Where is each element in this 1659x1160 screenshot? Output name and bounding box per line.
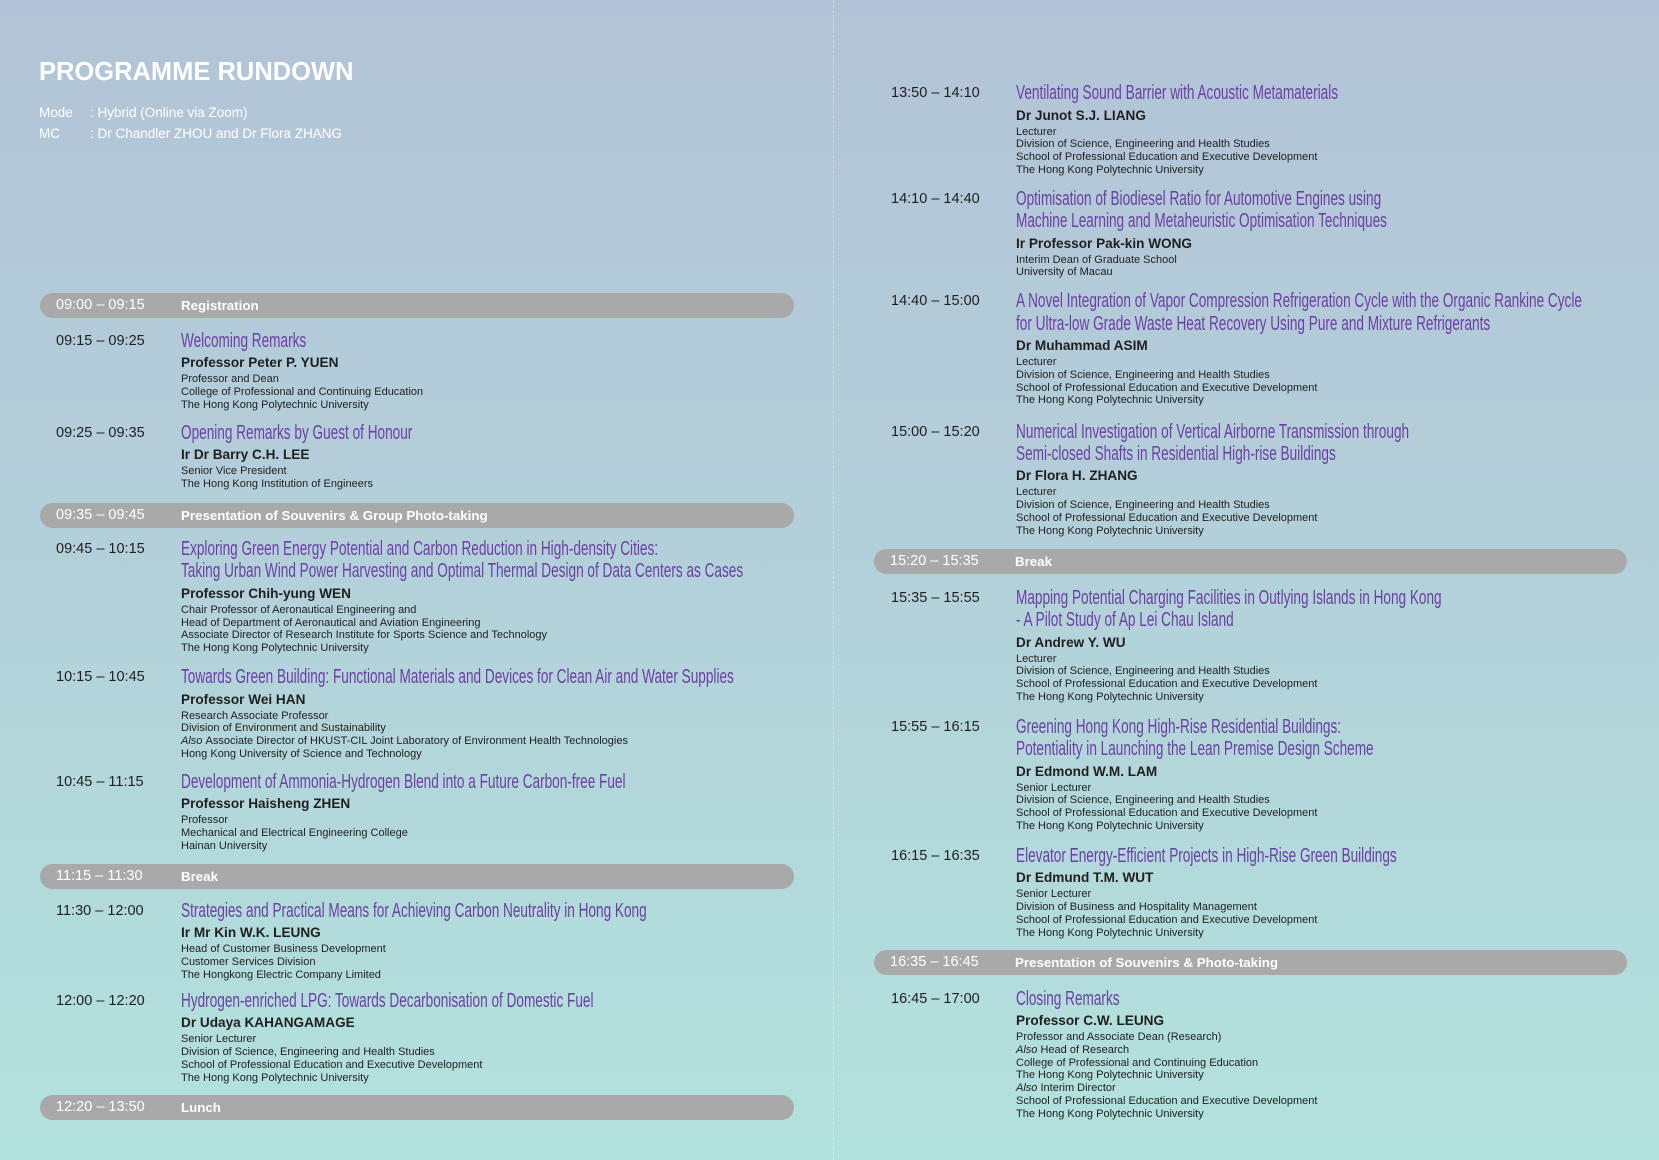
session-body xyxy=(1016,421,1651,538)
session-title-line: Exploring Green Energy Potential and Carbon Reduction in High-density Cities: xyxy=(181,538,659,560)
affiliation-line: The Hong Kong Polytechnic University xyxy=(1016,1107,1204,1120)
speaker-affiliation xyxy=(1016,888,1651,939)
affiliation-line: School of Professional Education and Executive Development xyxy=(1016,913,1318,926)
affiliation-line: The Hong Kong Polytechnic University xyxy=(1016,926,1204,939)
affiliation-line: Hong Kong University of Science and Technology xyxy=(181,747,422,760)
speaker-affiliation xyxy=(181,465,826,490)
session-title xyxy=(1016,188,1651,232)
affiliation-line: The Hong Kong Polytechnic University xyxy=(1016,1069,1204,1082)
session-title xyxy=(181,771,826,793)
speaker-name: Ir Dr Barry C.H. LEE xyxy=(181,447,310,463)
affiliation-line: Division of Science, Engineering and Health Studies xyxy=(1016,138,1270,151)
session-title xyxy=(1016,421,1651,465)
speaker-affiliation xyxy=(1016,126,1651,177)
affiliation-line: Lecturer xyxy=(1016,356,1057,369)
affiliation-line: Associate Director of Research Institute for Sports Science and Technology xyxy=(181,629,548,642)
affiliation-line: Senior Vice President xyxy=(181,465,287,478)
affiliation-line: The Hong Kong Polytechnic University xyxy=(1016,163,1204,176)
affiliation-line: Division of Science, Engineering and Health Studies xyxy=(181,1046,435,1059)
affiliation-line: The Hongkong Electric Company Limited xyxy=(181,968,381,981)
page-title: PROGRAMME RUNDOWN xyxy=(39,58,354,86)
session-title-line: Towards Green Building: Functional Materials and Devices for Clean Air and Water Supplies xyxy=(181,666,734,688)
session-item xyxy=(56,990,826,1084)
mc-value: : Dr Chandler ZHOU and Dr Flora ZHANG xyxy=(90,126,343,141)
session-title-line: Welcoming Remarks xyxy=(181,329,307,352)
speaker-affiliation xyxy=(181,943,826,981)
speaker-name: Dr Andrew Y. WU xyxy=(1016,634,1126,650)
session-title xyxy=(181,666,826,688)
speaker-name: Professor Peter P. YUEN xyxy=(181,355,339,371)
affiliation-line xyxy=(1016,1044,1651,1057)
bar-label: Lunch xyxy=(181,1100,221,1115)
affiliation-line xyxy=(1016,1082,1651,1095)
affiliation-line: Head of Department of Aeronautical and Aviation Engineering xyxy=(181,616,481,629)
bar-label: Break xyxy=(1015,554,1052,570)
session-time: 09:25 – 09:35 xyxy=(56,424,145,441)
session-title-line: Elevator Energy-Efficient Projects in High-Rise Green Buildings xyxy=(1016,844,1397,867)
affiliation-line: School of Professional Education and Executive Development xyxy=(1016,151,1318,164)
session-time: 15:55 – 16:15 xyxy=(891,718,980,735)
session-time: 10:45 – 11:15 xyxy=(56,773,144,790)
session-time: 09:45 – 10:15 xyxy=(56,541,145,557)
speaker-name: Professor Wei HAN xyxy=(181,691,306,707)
session-title-line: Closing Remarks xyxy=(1016,987,1120,1010)
session-item xyxy=(56,330,826,412)
session-title xyxy=(181,990,826,1012)
affiliation-line: The Hong Kong Polytechnic University xyxy=(1016,524,1204,537)
bar-time: 11:15 – 11:30 xyxy=(56,868,143,885)
session-title-line: Numerical Investigation of Vertical Airborne Transmission through xyxy=(1016,420,1410,443)
speaker-name: Dr Flora H. ZHANG xyxy=(1016,468,1138,484)
session-time: 16:15 – 16:35 xyxy=(891,847,980,864)
session-title xyxy=(181,538,826,582)
session-title-line: Machine Learning and Metaheuristic Optimisation Techniques xyxy=(1016,209,1387,232)
session-item xyxy=(56,900,826,982)
affiliation-line: Mechanical and Electrical Engineering College xyxy=(181,827,408,840)
bar-time: 09:35 – 09:45 xyxy=(56,506,145,523)
speaker-name: Ir Professor Pak-kin WONG xyxy=(1016,235,1193,251)
speaker-affiliation xyxy=(1016,1031,1651,1120)
affiliation-line: Lecturer xyxy=(1016,652,1057,665)
speaker-name: Dr Muhammad ASIM xyxy=(1016,338,1148,354)
speaker-affiliation xyxy=(1016,782,1651,833)
speaker-name: Dr Junot S.J. LIANG xyxy=(1016,107,1146,123)
affiliation-line: Professor and Dean xyxy=(181,373,279,386)
session-body xyxy=(1016,845,1651,939)
session-time: 10:15 – 10:45 xyxy=(56,669,145,685)
session-item xyxy=(56,666,826,760)
speaker-name: Professor C.W. LEUNG xyxy=(1016,1013,1165,1029)
speaker-affiliation xyxy=(1016,254,1651,279)
affiliation-text: Head of Research xyxy=(1040,1044,1130,1057)
session-title xyxy=(1016,716,1651,760)
bar-time: 16:35 – 16:45 xyxy=(890,954,979,971)
session-item xyxy=(56,771,826,853)
session-body xyxy=(181,422,826,491)
affiliation-line: Chair Professor of Aeronautical Engineering and xyxy=(181,603,417,616)
mode-label: Mode xyxy=(39,105,73,120)
session-body xyxy=(1016,82,1651,176)
session-time: 14:40 – 15:00 xyxy=(891,293,980,310)
schedule-bar xyxy=(874,950,1627,975)
affiliation-line: Professor and Associate Dean (Research) xyxy=(1016,1031,1222,1044)
affiliation-line: Senior Lecturer xyxy=(1016,888,1092,901)
affiliation-line: The Hong Kong Polytechnic University xyxy=(1016,394,1204,407)
session-body xyxy=(181,900,826,982)
affiliation-text: Associate Director of HKUST-CIL Joint Laboratory of Environment Health Technologies xyxy=(205,735,628,748)
bar-label: Break xyxy=(181,869,218,885)
session-title-line: Opening Remarks by Guest of Honour xyxy=(181,421,413,444)
affiliation-line: School of Professional Education and Executive Development xyxy=(181,1058,483,1071)
session-time: 15:00 – 15:20 xyxy=(891,423,980,440)
session-title-line: for Ultra-low Grade Waste Heat Recovery Using Pure and Mixture Refrigerants xyxy=(1016,312,1491,335)
speaker-affiliation xyxy=(181,710,826,761)
session-body xyxy=(1016,188,1651,279)
affiliation-emphasis: Also xyxy=(181,735,203,748)
bar-time: 09:00 – 09:15 xyxy=(56,297,145,314)
session-time: 16:45 – 17:00 xyxy=(891,990,980,1007)
affiliation-line: School of Professional Education and Executive Development xyxy=(1016,677,1318,690)
bar-time: 12:20 – 13:50 xyxy=(56,1099,145,1115)
bar-time: 15:20 – 15:35 xyxy=(890,553,979,570)
session-time: 12:00 – 12:20 xyxy=(56,992,145,1009)
affiliation-line: Lecturer xyxy=(1016,486,1057,499)
affiliation-line: College of Professional and Continuing Education xyxy=(1016,1056,1259,1069)
session-item xyxy=(891,290,1651,407)
schedule-bar xyxy=(874,549,1627,574)
session-item xyxy=(891,421,1651,538)
session-title xyxy=(1016,845,1651,867)
speaker-name: Ir Mr Kin W.K. LEUNG xyxy=(181,925,321,941)
affiliation-text: Interim Director xyxy=(1040,1082,1116,1095)
mode-value: : Hybrid (Online via Zoom) xyxy=(90,105,248,120)
right-column xyxy=(833,0,1659,1160)
session-title xyxy=(1016,988,1651,1010)
session-time: 15:35 – 15:55 xyxy=(891,589,980,606)
speaker-affiliation xyxy=(181,373,826,411)
session-title-line: Potentiality in Launching the Lean Premise Design Scheme xyxy=(1016,737,1374,760)
speaker-name: Professor Chih-yung WEN xyxy=(181,585,351,601)
session-body xyxy=(1016,716,1651,833)
affiliation-emphasis: Also xyxy=(1016,1082,1038,1095)
affiliation-line xyxy=(181,735,826,748)
mc-label: MC xyxy=(39,126,60,141)
session-item xyxy=(891,82,1651,176)
session-body xyxy=(1016,587,1651,704)
session-item xyxy=(891,716,1651,833)
session-item xyxy=(891,587,1651,704)
affiliation-line: Division of Science, Engineering and Health Studies xyxy=(1016,499,1270,512)
session-title xyxy=(181,900,826,922)
session-title-line: Development of Ammonia-Hydrogen Blend into a Future Carbon-free Fuel xyxy=(181,770,626,793)
schedule-bar xyxy=(40,503,794,528)
bar-label: Presentation of Souvenirs & Photo-taking xyxy=(1015,955,1279,971)
schedule-bar xyxy=(40,293,794,318)
affiliation-line: The Hong Kong Polytechnic University xyxy=(181,641,369,654)
session-title-line: Greening Hong Kong High-Rise Residential Buildings: xyxy=(1016,715,1342,738)
speaker-name: Dr Edmund T.M. WUT xyxy=(1016,870,1154,886)
affiliation-line: School of Professional Education and Executive Development xyxy=(1016,511,1318,524)
speaker-affiliation xyxy=(181,1033,826,1084)
bar-label: Registration xyxy=(181,298,259,314)
affiliation-line: Division of Science, Engineering and Health Studies xyxy=(1016,794,1270,807)
affiliation-line: The Hong Kong Polytechnic University xyxy=(1016,819,1204,832)
session-body xyxy=(181,538,826,655)
session-title-line: - A Pilot Study of Ap Lei Chau Island xyxy=(1016,608,1234,631)
speaker-name: Dr Udaya KAHANGAMAGE xyxy=(181,1015,355,1031)
speaker-name: Professor Haisheng ZHEN xyxy=(181,796,351,812)
speaker-name: Dr Edmond W.M. LAM xyxy=(1016,763,1158,779)
session-title-line: Semi-closed Shafts in Residential High-rise Buildings xyxy=(1016,442,1336,465)
speaker-affiliation xyxy=(181,814,826,852)
session-time: 09:15 – 09:25 xyxy=(56,332,145,349)
session-title xyxy=(1016,82,1651,104)
affiliation-line: Research Associate Professor xyxy=(181,709,329,722)
affiliation-line: University of Macau xyxy=(1016,266,1113,279)
speaker-affiliation xyxy=(1016,653,1651,704)
session-item xyxy=(891,188,1651,279)
affiliation-line: The Hong Kong Polytechnic University xyxy=(181,1071,369,1084)
session-body xyxy=(1016,290,1651,407)
session-item xyxy=(56,538,826,655)
affiliation-line: Division of Science, Engineering and Health Studies xyxy=(1016,368,1270,381)
affiliation-line: School of Professional Education and Executive Development xyxy=(1016,806,1318,819)
affiliation-line: Senior Lecturer xyxy=(1016,781,1092,794)
session-body xyxy=(181,330,826,412)
affiliation-line: Customer Services Division xyxy=(181,956,316,969)
session-title xyxy=(1016,587,1651,631)
session-title-line: Hydrogen-enriched LPG: Towards Decarbonisation of Domestic Fuel xyxy=(181,989,594,1012)
session-time: 13:50 – 14:10 xyxy=(891,85,980,101)
session-title-line: Ventilating Sound Barrier with Acoustic Metamaterials xyxy=(1016,82,1339,104)
speaker-affiliation xyxy=(1016,486,1651,537)
session-body xyxy=(181,666,826,760)
affiliation-line: The Hong Kong Institution of Engineers xyxy=(181,477,374,490)
affiliation-line: Head of Customer Business Development xyxy=(181,943,386,956)
affiliation-line: The Hong Kong Polytechnic University xyxy=(181,398,369,411)
session-title-line: Optimisation of Biodiesel Ratio for Automotive Engines using xyxy=(1016,187,1382,210)
affiliation-line: Professor xyxy=(181,814,229,827)
session-item xyxy=(56,422,826,491)
session-title-line: A Novel Integration of Vapor Compression Refrigeration Cycle with the Organic Rankine Cycle xyxy=(1016,290,1582,313)
bar-label: Presentation of Souvenirs & Group Photo-taking xyxy=(181,507,488,523)
affiliation-line: The Hong Kong Polytechnic University xyxy=(1016,690,1204,703)
affiliation-line: Lecturer xyxy=(1016,125,1057,138)
session-body xyxy=(1016,988,1651,1121)
affiliation-emphasis: Also xyxy=(1016,1044,1038,1057)
session-title-line: Strategies and Practical Means for Achieving Carbon Neutrality in Hong Kong xyxy=(181,899,647,922)
affiliation-line: School of Professional Education and Executive Development xyxy=(1016,381,1318,394)
session-title-line: Mapping Potential Charging Facilities in Outlying Islands in Hong Kong xyxy=(1016,586,1442,609)
affiliation-line: Division of Business and Hospitality Management xyxy=(1016,901,1257,914)
session-body xyxy=(181,771,826,853)
schedule-bar xyxy=(40,864,794,889)
speaker-affiliation xyxy=(181,604,826,655)
affiliation-line: Hainan University xyxy=(181,839,268,852)
affiliation-line: Division of Environment and Sustainability xyxy=(181,722,386,735)
session-title-line: Taking Urban Wind Power Harvesting and Optimal Thermal Design of Data Centers as Cases xyxy=(181,560,744,583)
session-title xyxy=(1016,290,1651,334)
affiliation-line: Division of Science, Engineering and Health Studies xyxy=(1016,665,1270,678)
session-item xyxy=(891,988,1651,1121)
speaker-affiliation xyxy=(1016,356,1651,407)
affiliation-line: College of Professional and Continuing Education xyxy=(181,385,424,398)
session-time: 14:10 – 14:40 xyxy=(891,190,980,207)
session-item xyxy=(891,845,1651,939)
session-body xyxy=(181,990,826,1084)
session-title xyxy=(181,330,826,352)
session-time: 11:30 – 12:00 xyxy=(56,902,144,919)
session-title xyxy=(181,422,826,444)
affiliation-line: Interim Dean of Graduate School xyxy=(1016,253,1177,266)
affiliation-line: School of Professional Education and Executive Development xyxy=(1016,1094,1318,1107)
affiliation-line: Senior Lecturer xyxy=(181,1033,257,1046)
schedule-bar xyxy=(40,1095,794,1120)
